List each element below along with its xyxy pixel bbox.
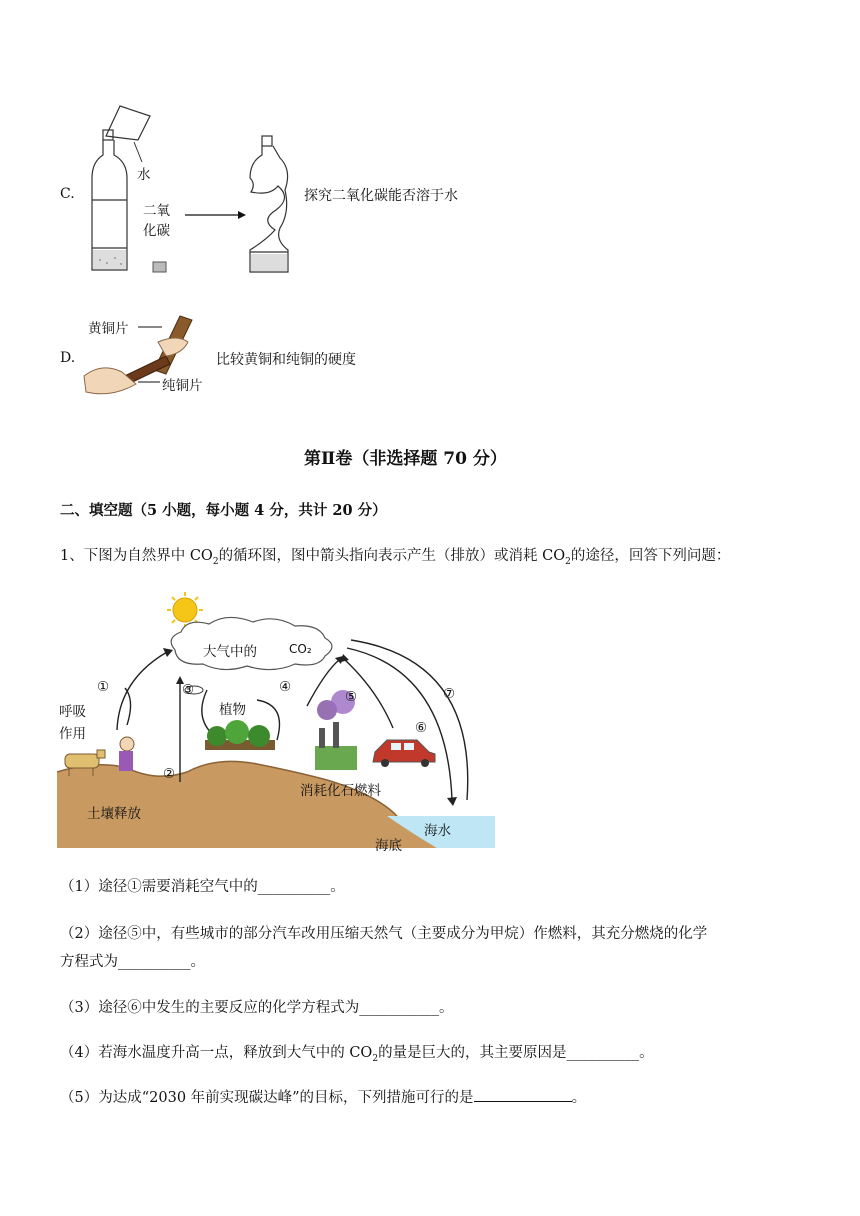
question1-intro: 1、下图为自然界中 $CO_2$的循环图，图中箭头指向表示产生（排放）或消耗 $CO_2$的途径，回答下列问题：	[60, 548, 731, 567]
option-d-description: 比较黄铜和纯铜的硬度	[216, 352, 356, 368]
route-6-number: ⑥	[415, 720, 428, 736]
plants-label: 植物	[219, 702, 246, 718]
route-7-number: ⑦	[443, 686, 456, 702]
person-icon	[119, 737, 134, 771]
breathing-label-line1: 呼吸	[59, 704, 86, 720]
co2-atmosphere-label: CO₂	[289, 642, 312, 656]
carbon-cycle-diagram	[57, 590, 495, 852]
fossil-fuel-label: 消耗化石燃料	[300, 783, 381, 799]
question-1-4: （4）若海水温度升高一点，释放到大气中的 $CO_2$的量是巨大的，其主要原因是__________。	[60, 1045, 654, 1064]
soil-release-label: 土壤释放	[87, 806, 141, 822]
co2-bottle-experiment-illustration	[80, 100, 300, 280]
option-c-letter: C.	[60, 186, 75, 202]
brass-label: 黄铜片	[88, 321, 129, 337]
atmosphere-label: 大气中的	[203, 644, 257, 660]
question-1-1: （1）途径①需要消耗空气中的__________。	[60, 879, 345, 895]
answer-blank[interactable]	[474, 1087, 572, 1102]
option-c-description: 探究二氧化碳能否溶于水	[304, 188, 458, 204]
route-4-number: ④	[279, 679, 292, 695]
co2-label-line2: 化碳	[143, 223, 170, 239]
co2-label-line1: 二氧	[143, 203, 170, 219]
car-icon	[373, 740, 435, 767]
route-5-number: ⑤	[345, 689, 358, 705]
route-3-number: ③	[182, 682, 195, 698]
question-1-3: （3）途径⑥中发生的主要反应的化学方程式为___________。	[60, 1000, 454, 1016]
copper-label: 纯铜片	[162, 378, 203, 394]
plants-icon	[205, 720, 275, 750]
seawater-label: 海水	[424, 823, 451, 839]
breathing-label-line2: 作用	[59, 726, 86, 742]
question-1-5: （5）为达成“2030 年前实现碳达峰”的目标，下列措施可行的是 。	[60, 1087, 586, 1109]
route-1-number: ①	[97, 679, 110, 695]
question-1-2-line1: （2）途径⑤中，有些城市的部分汽车改用压缩天然气（主要成分为甲烷）作燃料，其充分燃烧的化学	[60, 926, 708, 942]
option-d-letter: D.	[60, 350, 76, 366]
route-2-number: ②	[163, 766, 176, 782]
section-title: 二、填空题（5 小题，每小题 4 分，共计 20 分）	[60, 502, 387, 519]
seabed-label: 海底	[375, 838, 402, 854]
part2-title: 第Ⅱ卷（非选择题 70 分）	[304, 449, 507, 469]
question-1-2-line2: 方程式为__________。	[60, 954, 205, 970]
water-label: 水	[137, 167, 151, 183]
